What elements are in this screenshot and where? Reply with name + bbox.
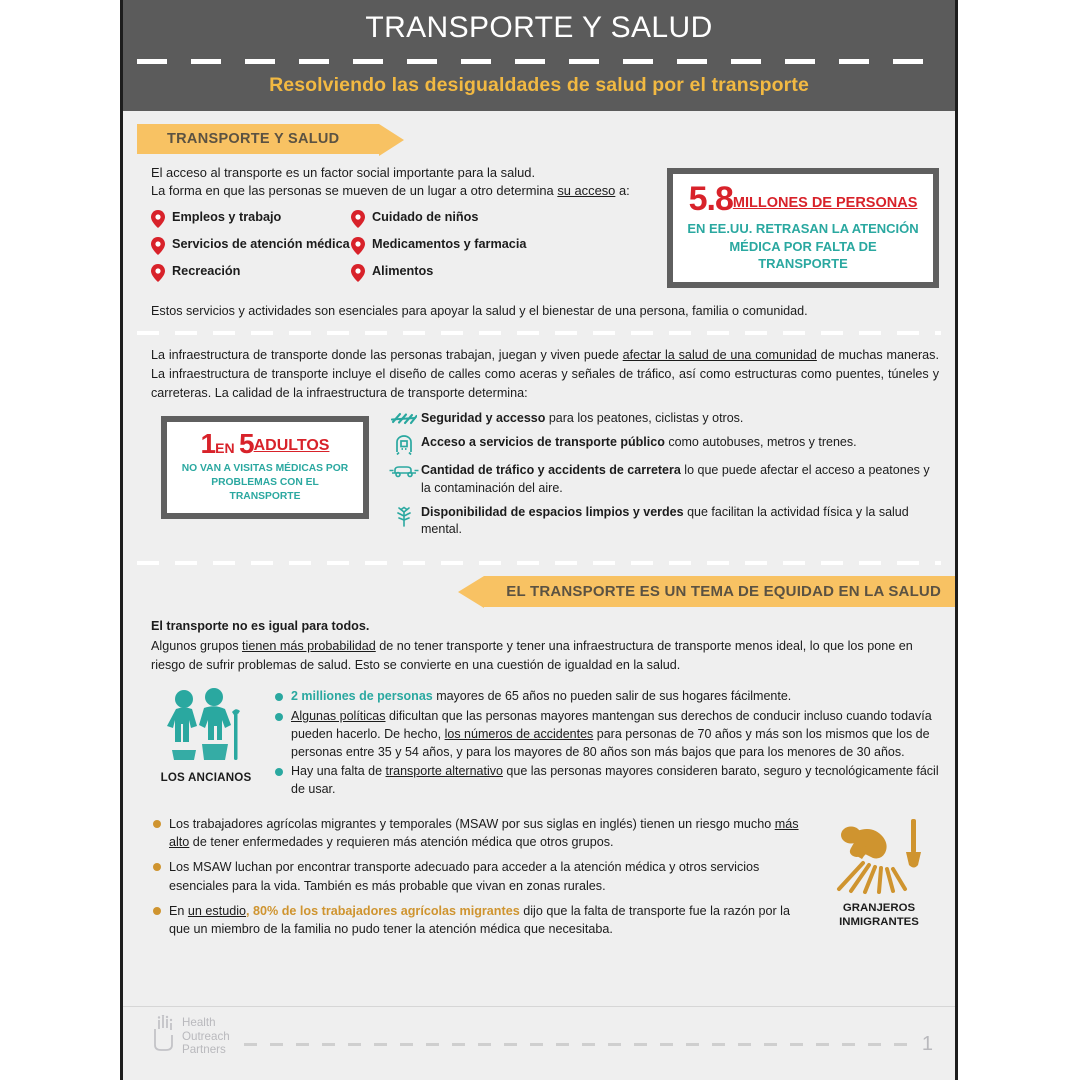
map-pin-icon [351, 210, 365, 232]
stat-unit: ADULTOS [253, 437, 330, 455]
map-pin-icon [151, 237, 165, 259]
section1-closing-row [123, 288, 955, 321]
bullet-underline-1: Algunas políticas [291, 709, 386, 724]
stat-unit: MILLONES DE PERSONAS [732, 195, 918, 211]
road-dash-divider [137, 59, 941, 64]
stat-en-label: EN [215, 440, 235, 457]
section1-closing-text: Estos servicios y actividades son esenciales para apoyar la salud y el bienestar de una persona, familia o comunidad. [151, 303, 808, 318]
section-equidad [123, 607, 955, 945]
pin-item [351, 263, 657, 286]
pin-label: Cuidado de niños [372, 209, 479, 224]
item-bold: Cantidad de tráfico y accidents de carretera [421, 463, 681, 478]
infrastructure-item [387, 504, 939, 539]
intro-line-2-text: La forma en que las personas se mueven de un lugar a otro determina [151, 183, 558, 199]
section2-para-underlined: afectar la salud de una comunidad [622, 348, 817, 363]
bullet-underline-1: más alto [169, 816, 799, 850]
map-pin-icon [151, 264, 165, 286]
bullet-rest: dijo que la falta de transporte fue la razón por la que un miembro de la familia no pudo tener la atención médica que necesitaba. [169, 903, 790, 937]
bullet-rest: de tener enfermedades y requieren más atención médica que otros grupos. [189, 835, 614, 850]
stat-box-1-en-5 [161, 416, 369, 519]
bullet-pre: Los MSAW luchan por encontrar transporte adecuado para acceder a la atención médica y otros servicios esenciales para la vida. También es más probable que vivan en zonas rurales. [169, 860, 760, 893]
crosswalk-icon [387, 410, 421, 425]
stat-number-2: 5 [239, 428, 254, 460]
logo-line-1: Health [182, 1015, 216, 1029]
document-page [120, 0, 958, 1080]
footer-dash-divider [244, 1043, 908, 1046]
section-infraestructura [123, 346, 955, 545]
section1-banner: TRANSPORTE Y SALUD [137, 124, 379, 154]
map-pin-icon [351, 237, 365, 259]
car-icon [387, 462, 421, 478]
stat-box-58-millones [667, 168, 939, 288]
stat-headline [177, 430, 353, 458]
section3-banner: EL TRANSPORTE ES UN TEMA DE EQUIDAD EN LA SALUD [484, 576, 955, 607]
bullet-rest: que las personas mayores consideren barato, seguro y tecnológicamente fácil de usar. [291, 764, 939, 797]
lead-underlined: tienen más probabilidad [242, 639, 376, 654]
access-pin-list [151, 209, 657, 287]
item-bold: Acceso a servicios de transporte público [421, 435, 665, 450]
bullet-pre: Hay una falta de [291, 764, 386, 779]
pin-item [351, 236, 657, 259]
infrastructure-item [387, 462, 939, 497]
pin-item [351, 209, 657, 232]
lead-b: de no tener transporte y tener una infraestructura de transporte menos ideal, lo que los pone en riesgo de sufrir problemas de salud. Esto se convierte en una cuestión de igualdad en la salud. [151, 639, 913, 672]
elderly-group-block [151, 688, 939, 801]
elderly-bullet-list [269, 688, 939, 801]
bullet-underline-1: un estudio [187, 903, 247, 918]
hop-hand-logo-icon [151, 1015, 177, 1058]
page-header [123, 0, 955, 111]
farmer-caption-line1: GRANJEROS [842, 901, 916, 914]
pin-label: Recreación [172, 264, 241, 279]
farmer-group-block [819, 815, 939, 930]
dashed-divider [137, 561, 941, 565]
bullet-rest: para personas de 70 años y más son los mismos que los de personas entre 35 y 54 años, y para los mayores de 80 años son más bajos que para los menores de 30 años. [291, 726, 930, 759]
stat-number: 1 [200, 428, 216, 460]
section-transporte-y-salud [123, 154, 955, 288]
msaw-bullet [151, 858, 807, 895]
pin-label: Alimentos [372, 264, 434, 279]
elderly-bullet [273, 688, 939, 706]
bullet-underline-1: transporte alternativo [385, 764, 503, 779]
pin-item [151, 263, 351, 286]
bullet-pre: En [169, 903, 188, 918]
page-subtitle: Resolviendo las desigualdades de salud por el transporte [269, 74, 809, 96]
section-msaw [151, 815, 939, 946]
item-bold: Disponibilidad de espacios limpios y verdes [421, 504, 684, 519]
item-rest: como autobuses, metros y trenes. [664, 435, 857, 450]
map-pin-icon [351, 264, 365, 286]
stat-box-58-wrap [667, 164, 939, 288]
section3-banner-row [123, 576, 955, 607]
bullet-rest: mayores de 65 años no pueden salir de sus hogares fácilmente. [432, 689, 792, 704]
pin-item [151, 236, 351, 259]
stat-detail: NO VAN A VISITAS MÉDICAS POR PROBLEMAS CON EL TRANSPORTE [181, 463, 349, 502]
organization-name [182, 1016, 230, 1057]
infrastructure-item-text [421, 410, 743, 427]
stat-headline [683, 182, 923, 216]
bullet-highlight: 2 milliones de personas [291, 689, 433, 704]
elderly-bullet [273, 763, 939, 799]
page-number: 1 [921, 1033, 933, 1055]
logo-line-2: Outreach [182, 1029, 230, 1043]
train-icon [387, 434, 421, 455]
intro-line-2 [151, 182, 657, 200]
item-rest: lo que puede afectar el acceso a peatones y la contaminación del aire. [421, 463, 930, 495]
msaw-bullet-list [151, 815, 819, 946]
section3-lead-bold: El transporte no es igual para todos. [151, 619, 370, 634]
section3-lead-paragraph [151, 637, 939, 674]
stat-number: 5.8 [688, 180, 733, 218]
pin-item [151, 209, 351, 232]
map-pin-icon [151, 210, 165, 232]
section2-para-a: La infraestructura de transporte donde las personas trabajan, juegan y viven puede [151, 348, 623, 363]
infrastructure-item-text [421, 434, 857, 451]
bullet-mid: dificultan que las personas mayores mantengan sus derechos de conducir incluso cuando todavía pueden hacerlo. De hecho, [291, 709, 932, 741]
item-rest: que facilitan la actividad física y la salud mental. [421, 504, 909, 537]
dashed-divider [137, 331, 941, 335]
elderly-caption: LOS ANCIANOS [160, 771, 252, 785]
intro-line-2-underlined: su acceso [557, 183, 616, 199]
organization-logo [151, 1015, 230, 1058]
infrastructure-item-text [421, 462, 939, 497]
page-title: TRANSPORTE Y SALUD [365, 11, 713, 44]
item-rest: para los peatones, ciclistas y otros. [545, 411, 744, 426]
infrastructure-item-list [387, 410, 939, 545]
elderly-bullet [273, 708, 939, 761]
intro-line-2-tail: a: [615, 183, 630, 199]
infrastructure-item [387, 410, 939, 427]
elderly-couple-icon [158, 751, 254, 768]
bullet-pre: Los trabajadores agrícolas migrantes y temporales (MSAW por sus siglas en inglés) tienen un riesgo mucho [169, 816, 775, 831]
section1-banner-row [123, 111, 955, 154]
msaw-bullet [151, 902, 807, 939]
infrastructure-item-text [421, 504, 939, 539]
msaw-bullet [151, 815, 807, 852]
pin-label: Servicios de atención médica [172, 236, 350, 251]
bullet-underline-2: los números de accidentes [444, 726, 594, 741]
pin-label: Empleos y trabajo [172, 209, 282, 224]
farmer-caption-line2: INMIGRANTES [839, 916, 919, 929]
infrastructure-item [387, 434, 939, 455]
item-bold: Seguridad y accesso [421, 411, 546, 426]
bullet-highlight: , 80% de los trabajadores agrícolas migrantes [246, 903, 520, 918]
farmer-icon [827, 882, 931, 899]
intro-line-1: El acceso al transporte es un factor social importante para la salud. [151, 165, 536, 180]
lead-a: Algunos grupos [151, 639, 243, 654]
page-footer [123, 1006, 955, 1080]
logo-line-3: Partners [182, 1043, 226, 1057]
stat-detail: EN EE.UU. RETRASAN LA ATENCIÓN MÉDICA POR FALTA DE TRANSPORTE [687, 221, 919, 272]
tree-icon [387, 504, 421, 527]
section1-intro [151, 164, 657, 201]
pin-label: Medicamentos y farmacia [372, 236, 527, 251]
section2-para-b: de muchas maneras. La infraestructura de transporte incluye el diseño de calles como aceras y señales de tráfico, así como estructuras como puentes, túneles y carreteras. La calidad de la infraestructura de transporte determina: [151, 348, 939, 400]
section2-paragraph [151, 346, 939, 402]
